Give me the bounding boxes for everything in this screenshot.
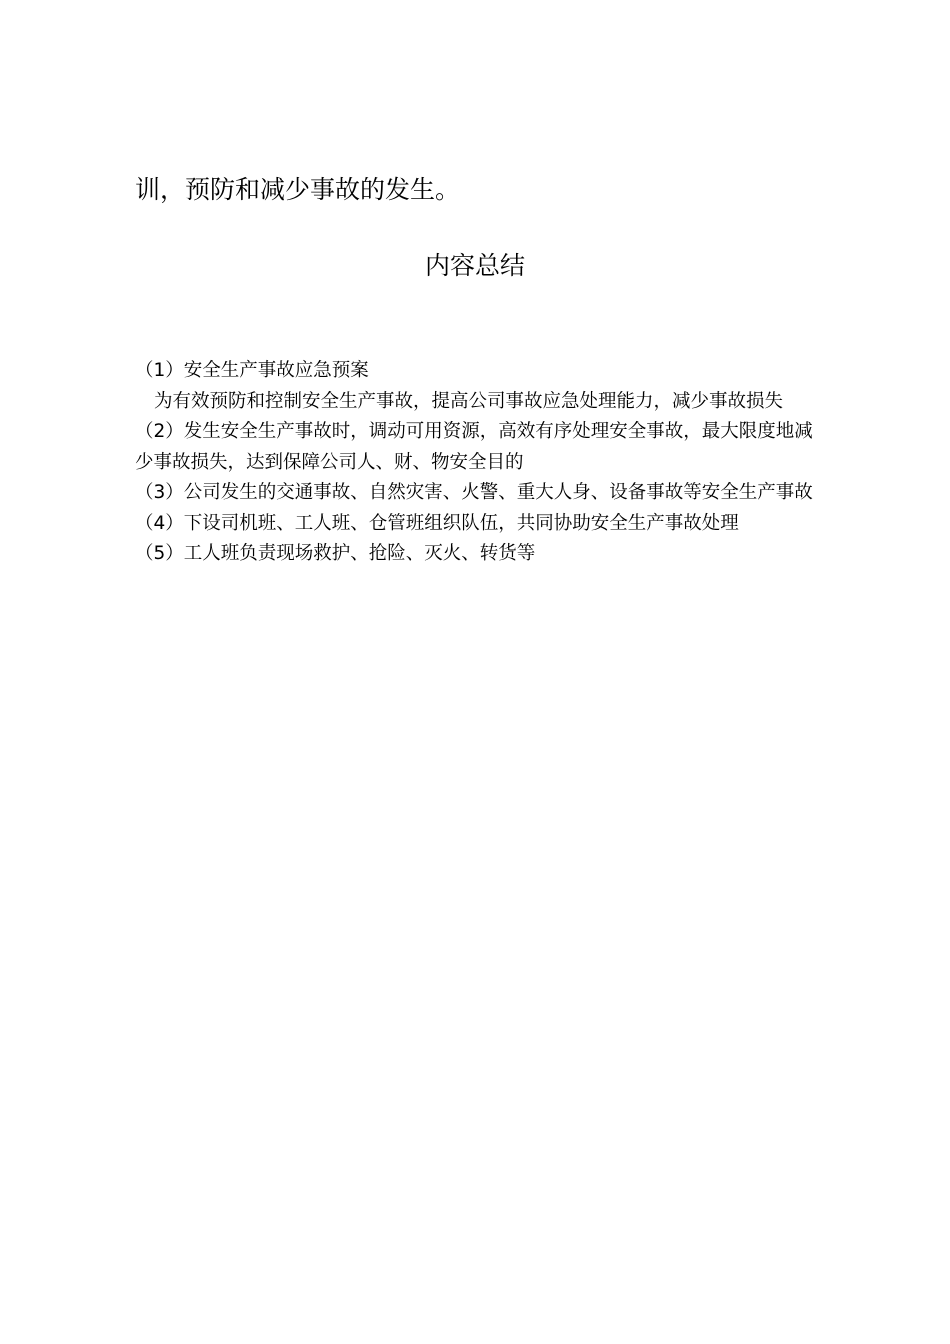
summary-item-1-heading: （1）安全生产事故应急预案: [135, 360, 369, 381]
section-title: 内容总结: [424, 251, 525, 280]
continuation-text: 训，预防和减少事故的发生。: [135, 175, 461, 204]
summary-item-4: （4）下设司机班、工人班、仓管班组织队伍，共同协助安全生产事故处理: [135, 512, 739, 534]
summary-item-2: （2）发生安全生产事故时，调动可用资源，高效有序处理安全事故，最大限度地减少事故损失，达到保障公司人、财、物安全目的: [135, 421, 813, 473]
summary-item-3: （3）公司发生的交通事故、自然灾害、火警、重大人身、设备事故等安全生产事故: [135, 482, 813, 503]
summary-list: [135, 356, 825, 570]
summary-item-5: （5）工人班负责现场救护、抢险、灭火、转货等: [135, 543, 536, 564]
summary-item-1-body: 为有效预防和控制安全生产事故，提高公司事故应急处理能力，减少事故损失: [154, 390, 784, 412]
